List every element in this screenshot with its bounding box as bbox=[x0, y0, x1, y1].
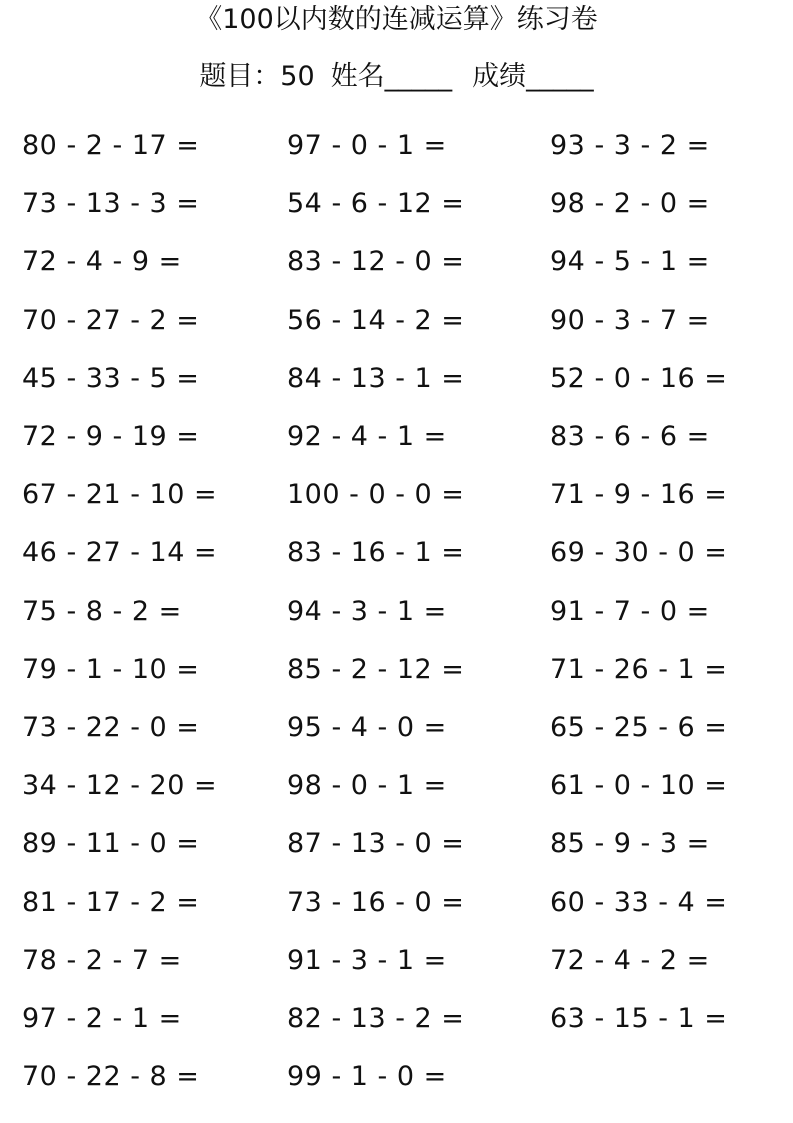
problem-item: 73 - 16 - 0 = bbox=[287, 887, 465, 918]
problem-item: 83 - 12 - 0 = bbox=[287, 246, 465, 277]
problem-item: 45 - 33 - 5 = bbox=[22, 363, 200, 394]
problem-item: 85 - 2 - 12 = bbox=[287, 654, 465, 685]
problem-item: 79 - 1 - 10 = bbox=[22, 654, 200, 685]
problem-item: 72 - 9 - 19 = bbox=[22, 421, 200, 452]
problem-item: 90 - 3 - 7 = bbox=[550, 305, 710, 336]
problem-item: 72 - 4 - 9 = bbox=[22, 246, 182, 277]
problem-item: 99 - 1 - 0 = bbox=[287, 1061, 447, 1092]
problem-item: 54 - 6 - 12 = bbox=[287, 188, 465, 219]
problem-item: 71 - 9 - 16 = bbox=[550, 479, 728, 510]
name-field[interactable]: 姓名_____ bbox=[330, 61, 453, 92]
problem-item: 84 - 13 - 1 = bbox=[287, 363, 465, 394]
problem-item: 73 - 13 - 3 = bbox=[22, 188, 200, 219]
problem-item: 98 - 2 - 0 = bbox=[550, 188, 710, 219]
problem-item: 81 - 17 - 2 = bbox=[22, 887, 200, 918]
problem-item: 85 - 9 - 3 = bbox=[550, 828, 710, 859]
problem-item: 94 - 3 - 1 = bbox=[287, 596, 447, 627]
problem-item: 67 - 21 - 10 = bbox=[22, 479, 218, 510]
problem-item: 95 - 4 - 0 = bbox=[287, 712, 447, 743]
worksheet-title: 《100以内数的连减运算》练习卷 bbox=[195, 4, 598, 35]
problem-item: 89 - 11 - 0 = bbox=[22, 828, 200, 859]
problem-item: 97 - 0 - 1 = bbox=[287, 130, 447, 161]
problem-item: 92 - 4 - 1 = bbox=[287, 421, 447, 452]
problem-item: 70 - 27 - 2 = bbox=[22, 305, 200, 336]
problem-item: 78 - 2 - 7 = bbox=[22, 945, 182, 976]
problem-item: 52 - 0 - 16 = bbox=[550, 363, 728, 394]
problem-item: 82 - 13 - 2 = bbox=[287, 1003, 465, 1034]
problem-item: 34 - 12 - 20 = bbox=[22, 770, 218, 801]
score-field[interactable]: 成绩_____ bbox=[472, 61, 594, 92]
problem-item: 87 - 13 - 0 = bbox=[287, 828, 465, 859]
question-count: 题目：50 bbox=[199, 61, 315, 92]
problem-item: 56 - 14 - 2 = bbox=[287, 305, 465, 336]
problem-item: 91 - 3 - 1 = bbox=[287, 945, 447, 976]
problem-item: 97 - 2 - 1 = bbox=[22, 1003, 182, 1034]
problem-item: 46 - 27 - 14 = bbox=[22, 537, 218, 568]
problem-item: 94 - 5 - 1 = bbox=[550, 246, 710, 277]
problem-item: 65 - 25 - 6 = bbox=[550, 712, 728, 743]
problem-item: 98 - 0 - 1 = bbox=[287, 770, 447, 801]
problem-item: 71 - 26 - 1 = bbox=[550, 654, 728, 685]
problem-item: 75 - 8 - 2 = bbox=[22, 596, 182, 627]
problem-item: 63 - 15 - 1 = bbox=[550, 1003, 728, 1034]
problem-item: 100 - 0 - 0 = bbox=[287, 479, 465, 510]
problem-item: 73 - 22 - 0 = bbox=[22, 712, 200, 743]
problem-item: 83 - 16 - 1 = bbox=[287, 537, 465, 568]
problem-item: 91 - 7 - 0 = bbox=[550, 596, 710, 627]
problem-item: 93 - 3 - 2 = bbox=[550, 130, 710, 161]
problem-item: 80 - 2 - 17 = bbox=[22, 130, 200, 161]
problem-item: 69 - 30 - 0 = bbox=[550, 537, 728, 568]
problem-item: 61 - 0 - 10 = bbox=[550, 770, 728, 801]
problem-item: 72 - 4 - 2 = bbox=[550, 945, 710, 976]
problem-item: 70 - 22 - 8 = bbox=[22, 1061, 200, 1092]
problem-item: 60 - 33 - 4 = bbox=[550, 887, 728, 918]
problem-item: 83 - 6 - 6 = bbox=[550, 421, 710, 452]
